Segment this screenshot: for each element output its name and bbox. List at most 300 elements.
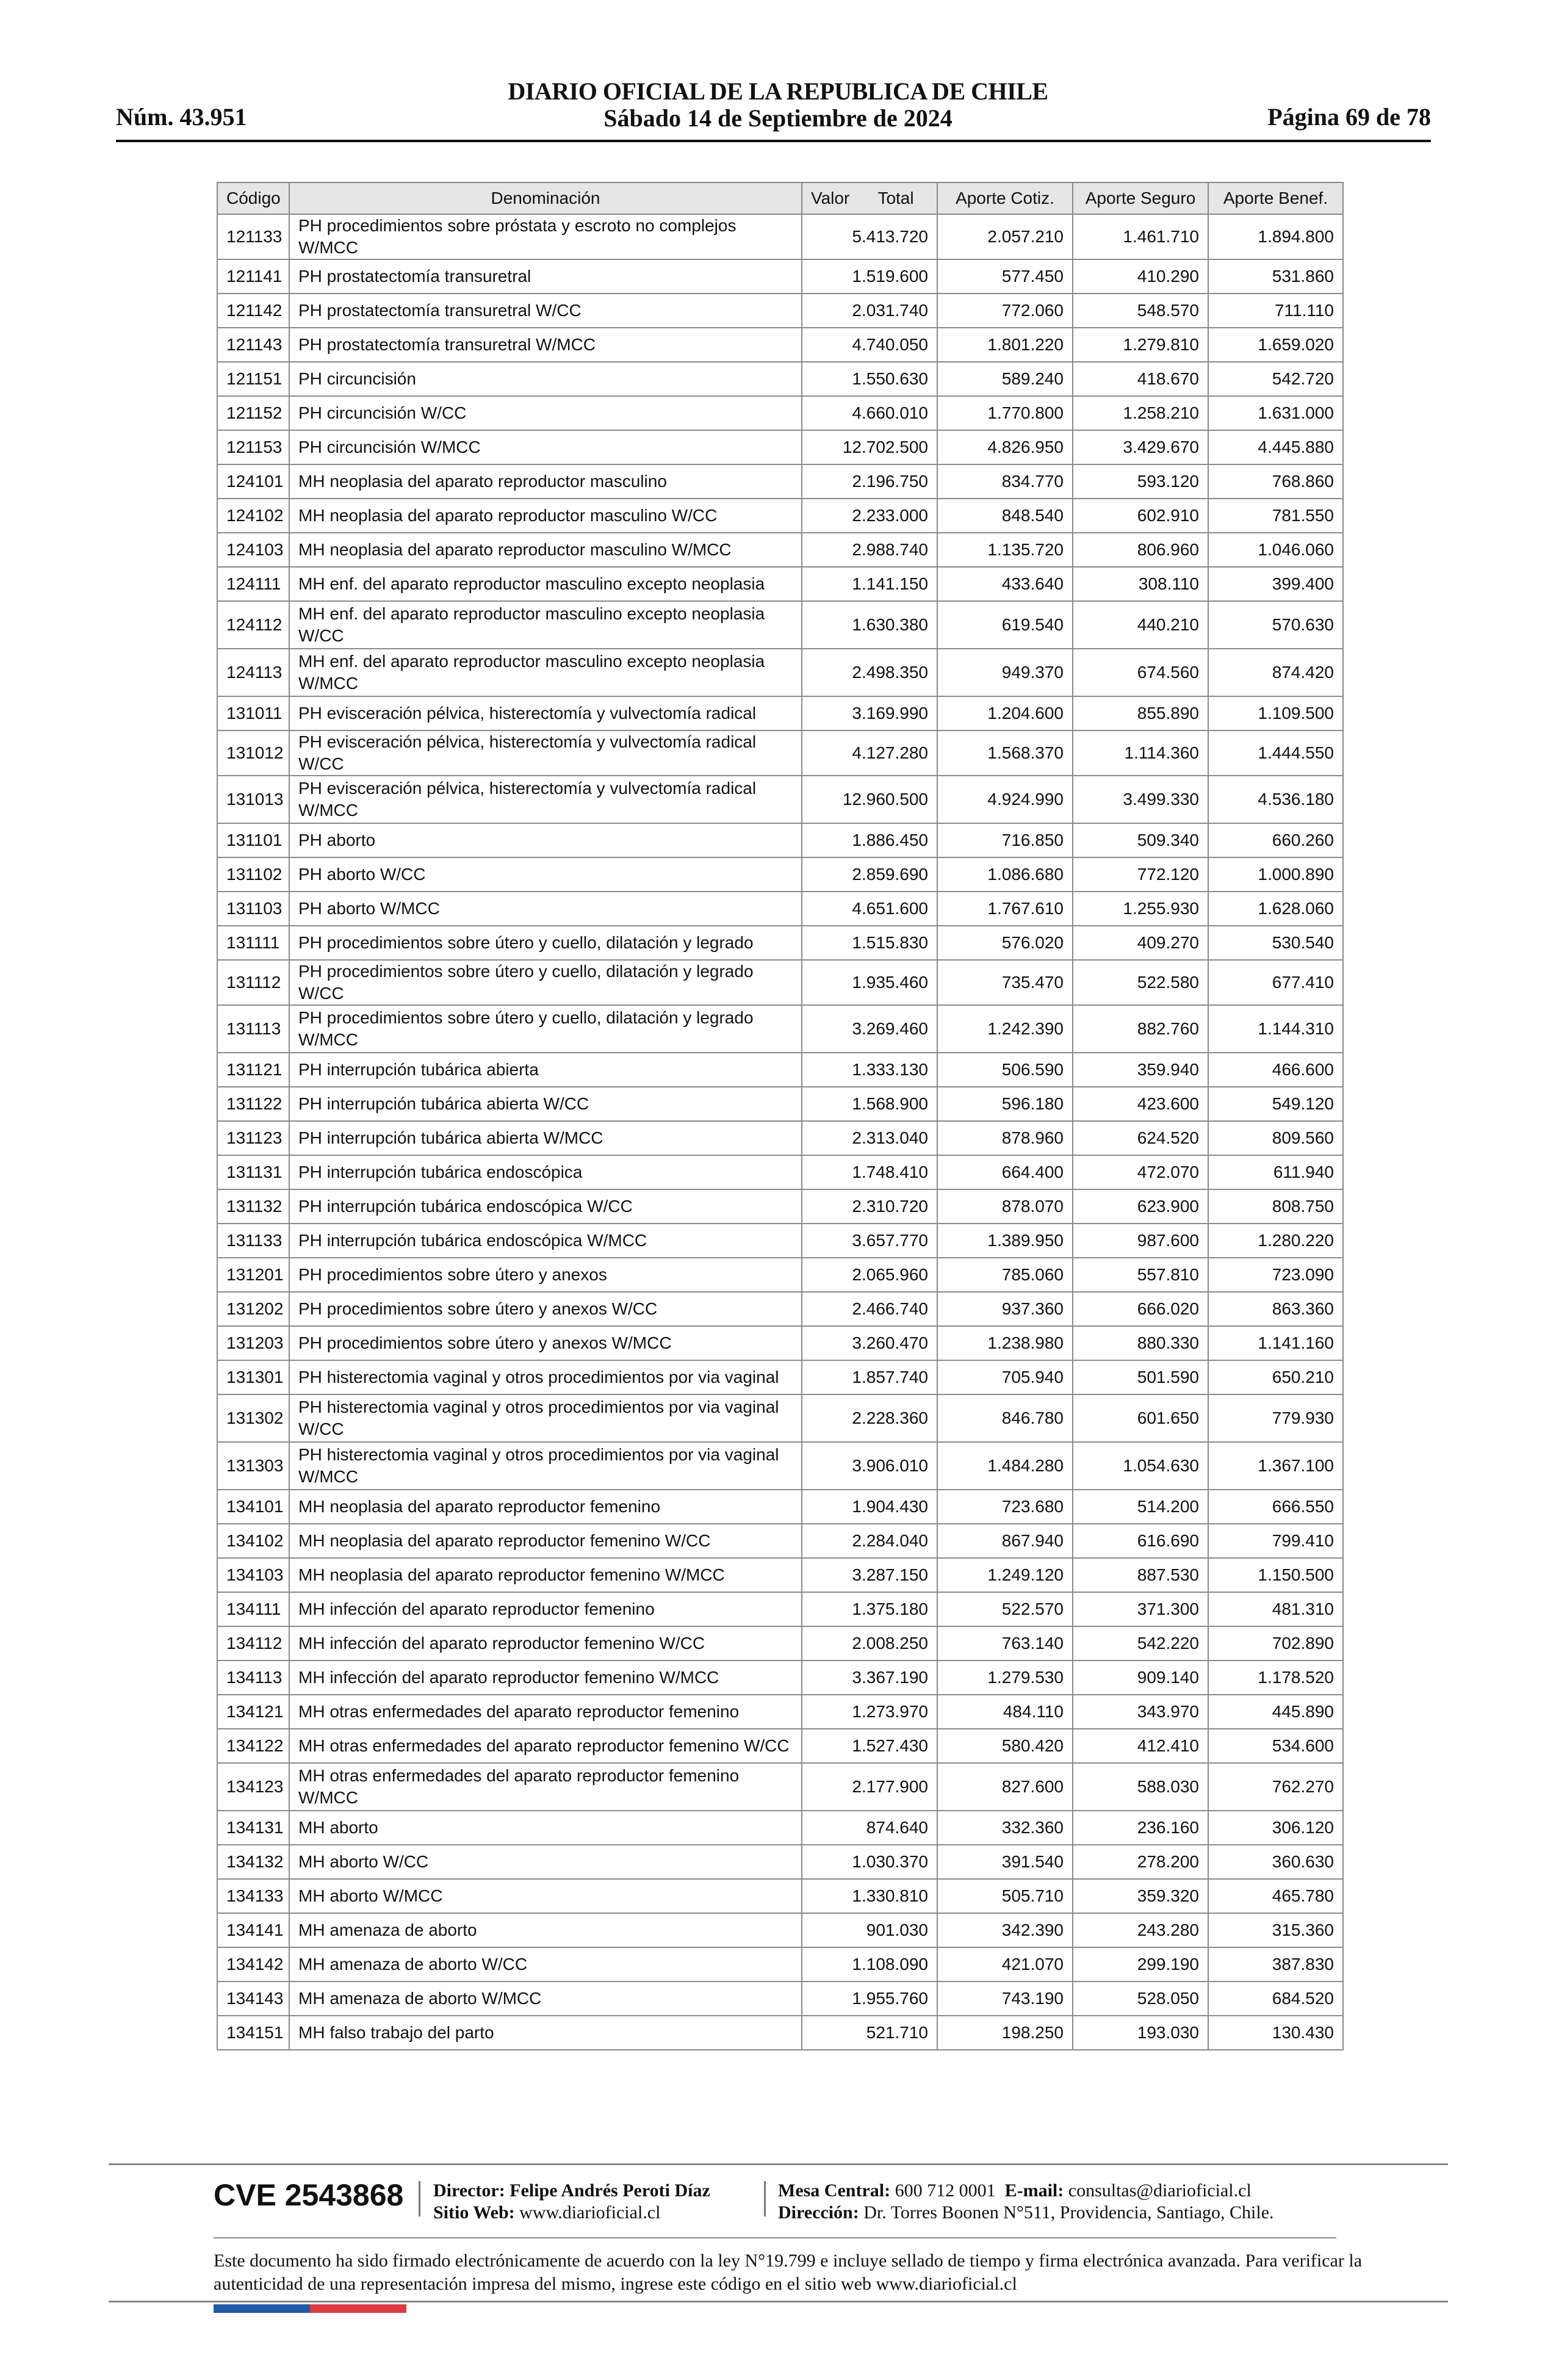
cell-benef: 781.550 bbox=[1208, 499, 1343, 533]
cell-name: PH procedimientos sobre próstata y escroto no complejos W/MCC bbox=[289, 214, 802, 259]
cell-benef: 306.120 bbox=[1208, 1811, 1343, 1845]
cell-name: MH aborto W/CC bbox=[289, 1845, 802, 1879]
cell-total: 874.640 bbox=[802, 1811, 937, 1845]
cell-code: 131202 bbox=[217, 1292, 289, 1326]
table-row bbox=[217, 730, 1343, 776]
cell-name: MH infección del aparato reproductor femenino W/MCC bbox=[289, 1661, 802, 1695]
table-row bbox=[217, 1592, 1343, 1626]
cell-seguro: 1.258.210 bbox=[1073, 396, 1208, 430]
cell-cotiz: 619.540 bbox=[937, 601, 1073, 649]
table-row bbox=[217, 362, 1343, 396]
cell-total: 1.375.180 bbox=[802, 1592, 937, 1626]
cell-name: MH enf. del aparato reproductor masculino excepto neoplasia W/MCC bbox=[289, 649, 802, 696]
cell-name: MH enf. del aparato reproductor masculino excepto neoplasia bbox=[289, 567, 802, 601]
cell-code: 131101 bbox=[217, 823, 289, 857]
director-line bbox=[433, 2180, 710, 2202]
cell-benef: 1.280.220 bbox=[1208, 1224, 1343, 1258]
cell-benef: 1.046.060 bbox=[1208, 533, 1343, 567]
table-row bbox=[217, 1558, 1343, 1592]
cell-seguro: 1.255.930 bbox=[1073, 892, 1208, 926]
cell-code: 124113 bbox=[217, 649, 289, 696]
cell-code: 124102 bbox=[217, 499, 289, 533]
cell-seguro: 548.570 bbox=[1073, 294, 1208, 328]
table-row bbox=[217, 1292, 1343, 1326]
cell-benef: 660.260 bbox=[1208, 823, 1343, 857]
cell-name: MH otras enfermedades del aparato reproductor femenino W/MCC bbox=[289, 1763, 802, 1811]
cell-code: 131103 bbox=[217, 892, 289, 926]
cell-benef: 1.178.520 bbox=[1208, 1661, 1343, 1695]
table-row bbox=[217, 1442, 1343, 1490]
cell-code: 131012 bbox=[217, 730, 289, 776]
cell-cotiz: 2.057.210 bbox=[937, 214, 1073, 259]
cell-seguro: 987.600 bbox=[1073, 1224, 1208, 1258]
cell-seguro: 887.530 bbox=[1073, 1558, 1208, 1592]
cell-seguro: 514.200 bbox=[1073, 1490, 1208, 1524]
phone-line bbox=[778, 2180, 1274, 2202]
table-row bbox=[217, 892, 1343, 926]
cell-seguro: 299.190 bbox=[1073, 1947, 1208, 1982]
cell-seguro: 593.120 bbox=[1073, 464, 1208, 499]
cell-seguro: 359.940 bbox=[1073, 1053, 1208, 1087]
cell-total: 2.284.040 bbox=[802, 1524, 937, 1558]
cell-cotiz: 1.568.370 bbox=[937, 730, 1073, 776]
cell-name: PH evisceración pélvica, histerectomía y vulvectomía radical W/CC bbox=[289, 730, 802, 776]
web-label: Sitio Web: bbox=[433, 2202, 515, 2223]
cell-name: PH evisceración pélvica, histerectomía y vulvectomía radical W/MCC bbox=[289, 776, 802, 823]
cell-cotiz: 723.680 bbox=[937, 1490, 1073, 1524]
cell-benef: 445.890 bbox=[1208, 1695, 1343, 1729]
cell-benef: 465.780 bbox=[1208, 1879, 1343, 1913]
cell-total: 2.008.250 bbox=[802, 1626, 937, 1661]
cell-seguro: 522.580 bbox=[1073, 960, 1208, 1005]
cell-total: 2.859.690 bbox=[802, 857, 937, 892]
cell-total: 901.030 bbox=[802, 1913, 937, 1947]
cell-cotiz: 834.770 bbox=[937, 464, 1073, 499]
cell-code: 134151 bbox=[217, 2016, 289, 2050]
cell-seguro: 588.030 bbox=[1073, 1763, 1208, 1811]
table-row bbox=[217, 328, 1343, 362]
footer-divider bbox=[764, 2181, 766, 2216]
cve-code: CVE 2543868 bbox=[214, 2178, 404, 2212]
cell-total: 3.367.190 bbox=[802, 1661, 937, 1695]
cell-cotiz: 4.826.950 bbox=[937, 430, 1073, 464]
table-row bbox=[217, 1360, 1343, 1394]
cell-benef: 399.400 bbox=[1208, 567, 1343, 601]
table-row bbox=[217, 430, 1343, 464]
cell-cotiz: 596.180 bbox=[937, 1087, 1073, 1121]
cell-seguro: 509.340 bbox=[1073, 823, 1208, 857]
cell-total: 2.228.360 bbox=[802, 1394, 937, 1442]
cell-code: 131121 bbox=[217, 1053, 289, 1087]
cell-total: 3.657.770 bbox=[802, 1224, 937, 1258]
contact-block bbox=[778, 2180, 1274, 2224]
cell-cotiz: 937.360 bbox=[937, 1292, 1073, 1326]
cell-code: 131112 bbox=[217, 960, 289, 1005]
tariff-table bbox=[217, 182, 1344, 2050]
email-link[interactable]: consultas@diarioficial.cl bbox=[1068, 2180, 1252, 2201]
cell-benef: 1.367.100 bbox=[1208, 1442, 1343, 1490]
cell-name: MH infección del aparato reproductor femenino W/CC bbox=[289, 1626, 802, 1661]
cell-cotiz: 867.940 bbox=[937, 1524, 1073, 1558]
cell-code: 134141 bbox=[217, 1913, 289, 1947]
cell-total: 521.710 bbox=[802, 2016, 937, 2050]
director-label: Director: bbox=[433, 2180, 505, 2201]
cell-code: 131113 bbox=[217, 1005, 289, 1053]
cell-seguro: 624.520 bbox=[1073, 1121, 1208, 1155]
table-row bbox=[217, 1394, 1343, 1442]
table-row bbox=[217, 823, 1343, 857]
cell-total: 1.955.760 bbox=[802, 1982, 937, 2016]
cell-cotiz: 664.400 bbox=[937, 1155, 1073, 1189]
cell-code: 131302 bbox=[217, 1394, 289, 1442]
header-name: Denominación bbox=[289, 182, 802, 214]
cell-total: 2.498.350 bbox=[802, 649, 937, 696]
cell-name: MH neoplasia del aparato reproductor femenino bbox=[289, 1490, 802, 1524]
cell-benef: 762.270 bbox=[1208, 1763, 1343, 1811]
cell-code: 134111 bbox=[217, 1592, 289, 1626]
cell-seguro: 602.910 bbox=[1073, 499, 1208, 533]
cell-cotiz: 1.767.610 bbox=[937, 892, 1073, 926]
cell-code: 134102 bbox=[217, 1524, 289, 1558]
cell-total: 1.886.450 bbox=[802, 823, 937, 857]
cell-benef: 666.550 bbox=[1208, 1490, 1343, 1524]
table-row bbox=[217, 533, 1343, 567]
cell-cotiz: 848.540 bbox=[937, 499, 1073, 533]
table-row bbox=[217, 776, 1343, 823]
cell-cotiz: 4.924.990 bbox=[937, 776, 1073, 823]
cell-code: 134142 bbox=[217, 1947, 289, 1982]
table-row bbox=[217, 1490, 1343, 1524]
table-row bbox=[217, 1879, 1343, 1913]
cell-cotiz: 1.135.720 bbox=[937, 533, 1073, 567]
cell-benef: 1.109.500 bbox=[1208, 696, 1343, 730]
table-row bbox=[217, 1811, 1343, 1845]
cell-total: 3.169.990 bbox=[802, 696, 937, 730]
cell-seguro: 472.070 bbox=[1073, 1155, 1208, 1189]
cell-total: 2.031.740 bbox=[802, 294, 937, 328]
cell-name: PH histerectomia vaginal y otros procedimientos por via vaginal W/MCC bbox=[289, 1442, 802, 1490]
cell-code: 134112 bbox=[217, 1626, 289, 1661]
table-row bbox=[217, 2016, 1343, 2050]
cell-code: 131132 bbox=[217, 1189, 289, 1224]
cell-benef: 611.940 bbox=[1208, 1155, 1343, 1189]
cell-benef: 809.560 bbox=[1208, 1121, 1343, 1155]
cell-seguro: 909.140 bbox=[1073, 1661, 1208, 1695]
phone-label: Mesa Central: bbox=[778, 2180, 891, 2201]
cell-code: 124111 bbox=[217, 567, 289, 601]
cell-total: 2.466.740 bbox=[802, 1292, 937, 1326]
phone-value: 600 712 0001 bbox=[895, 2180, 996, 2201]
cell-cotiz: 421.070 bbox=[937, 1947, 1073, 1982]
cell-benef: 863.360 bbox=[1208, 1292, 1343, 1326]
cell-code: 124112 bbox=[217, 601, 289, 649]
cell-code: 131123 bbox=[217, 1121, 289, 1155]
cell-benef: 130.430 bbox=[1208, 2016, 1343, 2050]
cell-benef: 711.110 bbox=[1208, 294, 1343, 328]
cell-name: PH interrupción tubárica abierta W/CC bbox=[289, 1087, 802, 1121]
cell-benef: 387.830 bbox=[1208, 1947, 1343, 1982]
cell-seguro: 528.050 bbox=[1073, 1982, 1208, 2016]
table-row bbox=[217, 1947, 1343, 1982]
cell-name: PH procedimientos sobre útero y anexos W/MCC bbox=[289, 1326, 802, 1360]
cell-seguro: 193.030 bbox=[1073, 2016, 1208, 2050]
cell-name: PH aborto W/CC bbox=[289, 857, 802, 892]
cell-cotiz: 433.640 bbox=[937, 567, 1073, 601]
table-row bbox=[217, 1626, 1343, 1661]
cell-name: MH infección del aparato reproductor femenino bbox=[289, 1592, 802, 1626]
cell-total: 3.906.010 bbox=[802, 1442, 937, 1490]
table-row bbox=[217, 1326, 1343, 1360]
cell-cotiz: 1.389.950 bbox=[937, 1224, 1073, 1258]
cell-name: MH enf. del aparato reproductor masculino excepto neoplasia W/CC bbox=[289, 601, 802, 649]
address-line bbox=[778, 2202, 1274, 2224]
table-row bbox=[217, 1258, 1343, 1292]
cell-seguro: 1.461.710 bbox=[1073, 214, 1208, 259]
cell-code: 131013 bbox=[217, 776, 289, 823]
cell-cotiz: 505.710 bbox=[937, 1879, 1073, 1913]
cell-seguro: 557.810 bbox=[1073, 1258, 1208, 1292]
cell-name: PH procedimientos sobre útero y cuello, dilatación y legrado W/CC bbox=[289, 960, 802, 1005]
address-value: Dr. Torres Boonen N°511, Providencia, Santiago, Chile. bbox=[863, 2202, 1274, 2223]
cell-name: PH prostatectomía transuretral W/CC bbox=[289, 294, 802, 328]
director-block bbox=[433, 2180, 710, 2224]
cell-benef: 549.120 bbox=[1208, 1087, 1343, 1121]
cell-code: 124103 bbox=[217, 533, 289, 567]
cell-total: 1.904.430 bbox=[802, 1490, 937, 1524]
cell-total: 1.333.130 bbox=[802, 1053, 937, 1087]
cell-name: PH interrupción tubárica abierta W/MCC bbox=[289, 1121, 802, 1155]
cell-code: 131203 bbox=[217, 1326, 289, 1360]
cell-code: 131301 bbox=[217, 1360, 289, 1394]
cell-seguro: 666.020 bbox=[1073, 1292, 1208, 1326]
cell-seguro: 616.690 bbox=[1073, 1524, 1208, 1558]
table-row bbox=[217, 567, 1343, 601]
cell-cotiz: 484.110 bbox=[937, 1695, 1073, 1729]
footer-rule-top bbox=[109, 2163, 1448, 2165]
cell-name: PH circuncisión W/CC bbox=[289, 396, 802, 430]
cell-total: 1.273.970 bbox=[802, 1695, 937, 1729]
table-row bbox=[217, 294, 1343, 328]
cell-code: 121153 bbox=[217, 430, 289, 464]
cell-code: 121152 bbox=[217, 396, 289, 430]
cell-name: MH otras enfermedades del aparato reproductor femenino bbox=[289, 1695, 802, 1729]
cell-cotiz: 878.960 bbox=[937, 1121, 1073, 1155]
cell-cotiz: 1.204.600 bbox=[937, 696, 1073, 730]
cell-code: 134103 bbox=[217, 1558, 289, 1592]
cell-name: MH aborto W/MCC bbox=[289, 1879, 802, 1913]
table-row bbox=[217, 1763, 1343, 1811]
cell-name: MH amenaza de aborto W/CC bbox=[289, 1947, 802, 1982]
director-name: Felipe Andrés Peroti Díaz bbox=[510, 2180, 710, 2201]
table-row bbox=[217, 601, 1343, 649]
table-row bbox=[217, 1729, 1343, 1763]
table-row bbox=[217, 1053, 1343, 1087]
cell-name: MH neoplasia del aparato reproductor femenino W/MCC bbox=[289, 1558, 802, 1592]
cell-name: MH falso trabajo del parto bbox=[289, 2016, 802, 2050]
cell-seguro: 359.320 bbox=[1073, 1879, 1208, 1913]
web-line bbox=[433, 2202, 710, 2224]
cell-total: 1.519.600 bbox=[802, 259, 937, 294]
cell-seguro: 855.890 bbox=[1073, 696, 1208, 730]
cell-cotiz: 846.780 bbox=[937, 1394, 1073, 1442]
cell-code: 131131 bbox=[217, 1155, 289, 1189]
cell-code: 134113 bbox=[217, 1661, 289, 1695]
cell-benef: 315.360 bbox=[1208, 1913, 1343, 1947]
cell-cotiz: 735.470 bbox=[937, 960, 1073, 1005]
table-row bbox=[217, 464, 1343, 499]
cell-cotiz: 1.242.390 bbox=[937, 1005, 1073, 1053]
cell-benef: 677.410 bbox=[1208, 960, 1343, 1005]
cell-benef: 360.630 bbox=[1208, 1845, 1343, 1879]
header-rule bbox=[116, 140, 1431, 142]
cell-total: 1.935.460 bbox=[802, 960, 937, 1005]
cell-total: 2.196.750 bbox=[802, 464, 937, 499]
cell-name: MH neoplasia del aparato reproductor masculino bbox=[289, 464, 802, 499]
cell-benef: 1.659.020 bbox=[1208, 328, 1343, 362]
cell-total: 2.177.900 bbox=[802, 1763, 937, 1811]
cell-name: MH otras enfermedades del aparato reproductor femenino W/CC bbox=[289, 1729, 802, 1763]
cell-cotiz: 1.801.220 bbox=[937, 328, 1073, 362]
cell-benef: 702.890 bbox=[1208, 1626, 1343, 1661]
cell-seguro: 623.900 bbox=[1073, 1189, 1208, 1224]
cell-name: PH evisceración pélvica, histerectomía y vulvectomía radical bbox=[289, 696, 802, 730]
table-row bbox=[217, 1155, 1343, 1189]
cell-code: 134133 bbox=[217, 1879, 289, 1913]
cell-benef: 481.310 bbox=[1208, 1592, 1343, 1626]
cell-cotiz: 1.238.980 bbox=[937, 1326, 1073, 1360]
table-row bbox=[217, 396, 1343, 430]
web-link[interactable]: www.diarioficial.cl bbox=[519, 2202, 661, 2223]
publication-title: DIARIO OFICIAL DE LA REPUBLICA DE CHILE bbox=[508, 78, 1048, 105]
cell-benef: 531.860 bbox=[1208, 259, 1343, 294]
cell-benef: 874.420 bbox=[1208, 649, 1343, 696]
cell-code: 134122 bbox=[217, 1729, 289, 1763]
brand-bar-blue bbox=[214, 2304, 310, 2313]
cell-name: PH interrupción tubárica endoscópica bbox=[289, 1155, 802, 1189]
table-row bbox=[217, 926, 1343, 960]
cell-name: PH procedimientos sobre útero y anexos bbox=[289, 1258, 802, 1292]
cell-benef: 1.894.800 bbox=[1208, 214, 1343, 259]
cell-total: 2.065.960 bbox=[802, 1258, 937, 1292]
table-body bbox=[217, 214, 1343, 2050]
cell-seguro: 542.220 bbox=[1073, 1626, 1208, 1661]
cell-cotiz: 332.360 bbox=[937, 1811, 1073, 1845]
cell-total: 4.651.600 bbox=[802, 892, 937, 926]
cell-total: 2.233.000 bbox=[802, 499, 937, 533]
cell-benef: 799.410 bbox=[1208, 1524, 1343, 1558]
cell-cotiz: 342.390 bbox=[937, 1913, 1073, 1947]
cell-code: 121151 bbox=[217, 362, 289, 396]
cell-name: PH interrupción tubárica abierta bbox=[289, 1053, 802, 1087]
cell-name: MH amenaza de aborto bbox=[289, 1913, 802, 1947]
cell-cotiz: 506.590 bbox=[937, 1053, 1073, 1087]
cell-seguro: 423.600 bbox=[1073, 1087, 1208, 1121]
table-row bbox=[217, 1661, 1343, 1695]
cell-seguro: 882.760 bbox=[1073, 1005, 1208, 1053]
cell-benef: 1.631.000 bbox=[1208, 396, 1343, 430]
cell-name: PH interrupción tubárica endoscópica W/MCC bbox=[289, 1224, 802, 1258]
table-row bbox=[217, 1913, 1343, 1947]
table-row bbox=[217, 1224, 1343, 1258]
cell-total: 1.550.630 bbox=[802, 362, 937, 396]
cell-cotiz: 716.850 bbox=[937, 823, 1073, 857]
footer-divider bbox=[419, 2181, 420, 2216]
cell-seguro: 343.970 bbox=[1073, 1695, 1208, 1729]
cell-total: 4.127.280 bbox=[802, 730, 937, 776]
table-row bbox=[217, 960, 1343, 1005]
cell-benef: 1.628.060 bbox=[1208, 892, 1343, 926]
cell-cotiz: 1.484.280 bbox=[937, 1442, 1073, 1490]
cell-code: 121141 bbox=[217, 259, 289, 294]
header-cotiz: Aporte Cotiz. bbox=[937, 182, 1073, 214]
cell-code: 134143 bbox=[217, 1982, 289, 2016]
cell-code: 131133 bbox=[217, 1224, 289, 1258]
footer-rule-bottom bbox=[109, 2301, 1448, 2302]
cell-seguro: 371.300 bbox=[1073, 1592, 1208, 1626]
cell-total: 3.260.470 bbox=[802, 1326, 937, 1360]
header-seguro: Aporte Seguro bbox=[1073, 182, 1208, 214]
table-row bbox=[217, 857, 1343, 892]
cell-total: 1.527.430 bbox=[802, 1729, 937, 1763]
email-label: E-mail: bbox=[1004, 2180, 1064, 2201]
cell-total: 1.030.370 bbox=[802, 1845, 937, 1879]
cell-code: 131111 bbox=[217, 926, 289, 960]
cell-total: 1.630.380 bbox=[802, 601, 937, 649]
table-row bbox=[217, 1524, 1343, 1558]
cell-seguro: 418.670 bbox=[1073, 362, 1208, 396]
cell-cotiz: 577.450 bbox=[937, 259, 1073, 294]
address-label: Dirección: bbox=[778, 2202, 859, 2223]
cell-seguro: 601.650 bbox=[1073, 1394, 1208, 1442]
cell-total: 5.413.720 bbox=[802, 214, 937, 259]
cell-seguro: 880.330 bbox=[1073, 1326, 1208, 1360]
cell-benef: 650.210 bbox=[1208, 1360, 1343, 1394]
cell-name: PH circuncisión W/MCC bbox=[289, 430, 802, 464]
table-row bbox=[217, 1845, 1343, 1879]
table-row bbox=[217, 649, 1343, 696]
cell-seguro: 674.560 bbox=[1073, 649, 1208, 696]
cell-seguro: 3.429.670 bbox=[1073, 430, 1208, 464]
cell-name: MH amenaza de aborto W/MCC bbox=[289, 1982, 802, 2016]
cell-code: 134101 bbox=[217, 1490, 289, 1524]
cell-benef: 4.445.880 bbox=[1208, 430, 1343, 464]
cell-benef: 4.536.180 bbox=[1208, 776, 1343, 823]
cell-code: 131122 bbox=[217, 1087, 289, 1121]
cell-code: 131201 bbox=[217, 1258, 289, 1292]
cell-code: 121133 bbox=[217, 214, 289, 259]
cell-name: PH histerectomia vaginal y otros procedimientos por via vaginal W/CC bbox=[289, 1394, 802, 1442]
cell-name: MH aborto bbox=[289, 1811, 802, 1845]
cell-cotiz: 1.249.120 bbox=[937, 1558, 1073, 1592]
brand-color-bar bbox=[214, 2304, 406, 2313]
cell-code: 121143 bbox=[217, 328, 289, 362]
cell-cotiz: 763.140 bbox=[937, 1626, 1073, 1661]
cell-benef: 684.520 bbox=[1208, 1982, 1343, 2016]
cell-seguro: 501.590 bbox=[1073, 1360, 1208, 1394]
table-header-row bbox=[217, 182, 1343, 214]
header-code: Código bbox=[217, 182, 289, 214]
cell-name: MH neoplasia del aparato reproductor femenino W/CC bbox=[289, 1524, 802, 1558]
brand-bar-red bbox=[310, 2304, 406, 2313]
cell-total: 2.988.740 bbox=[802, 533, 937, 567]
cell-name: PH procedimientos sobre útero y cuello, dilatación y legrado bbox=[289, 926, 802, 960]
cell-code: 131102 bbox=[217, 857, 289, 892]
cell-total: 12.702.500 bbox=[802, 430, 937, 464]
cell-benef: 808.750 bbox=[1208, 1189, 1343, 1224]
cell-code: 131011 bbox=[217, 696, 289, 730]
cell-total: 1.330.810 bbox=[802, 1879, 937, 1913]
cell-benef: 723.090 bbox=[1208, 1258, 1343, 1292]
